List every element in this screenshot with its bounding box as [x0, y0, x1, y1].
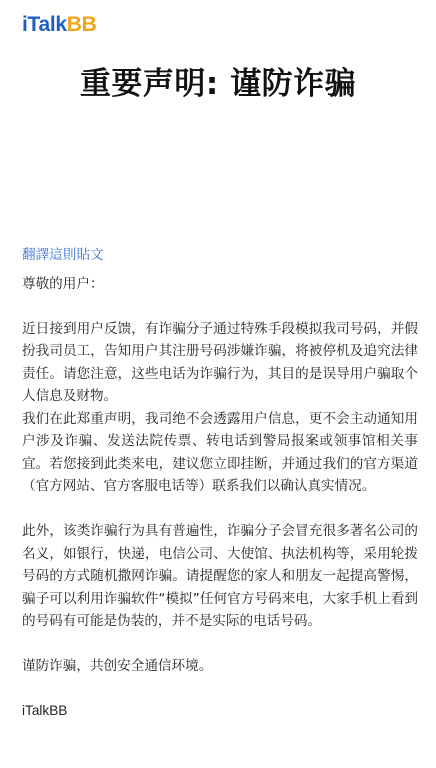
post-body [22, 244, 418, 723]
paragraph-4: 谨防诈骗，共创安全通信环境。 [22, 658, 213, 674]
logo-main-text: iTalk [22, 13, 67, 36]
paragraph-1: 近日接到用户反馈，有诈骗分子通过特殊手段模拟我司号码，并假扮我司员工，告知用户其注册号码涉嫌诈骗，将被停机及追究法律责任。请您注意，这些电话为诈骗行为，其目的是误导用户骗取个人信息及财物。 [22, 320, 418, 404]
greeting-text: 尊敬的用户： [22, 275, 104, 292]
paragraph-3: 此外，该类诈骗行为具有普遍性，诈骗分子会冒充很多著名公司的名义，如银行，快递，电信公司、大使馆、执法机构等，采用轮拨号码的方式随机撒网诈骗。请提醒您的家人和朋友一起提高警惕，骗子可以利用诈骗软件“模拟”任何官方号码来电，大家手机上看到的号码有可能是伪装的，并不是实际的电话号码。 [22, 523, 418, 629]
translate-post-link[interactable]: 翻譯這則貼文 [22, 247, 104, 263]
signature-text: iTalkBB [22, 703, 68, 718]
italkbb-logo [22, 12, 97, 38]
notice-headline: 重要声明: 谨防诈骗 [79, 66, 357, 102]
paragraph-2: 我们在此郑重声明，我司绝不会透露用户信息，更不会主动通知用户涉及诈骗、发送法院传票、转电话到警局报案或领事馆相关事宜。若您接到此类来电，建议您立即挂断，并通过我们的官方渠道（官方网站、官方客服电话等）联系我们以确认真实情况。 [22, 410, 418, 494]
logo-accent-text: BB [66, 13, 97, 36]
